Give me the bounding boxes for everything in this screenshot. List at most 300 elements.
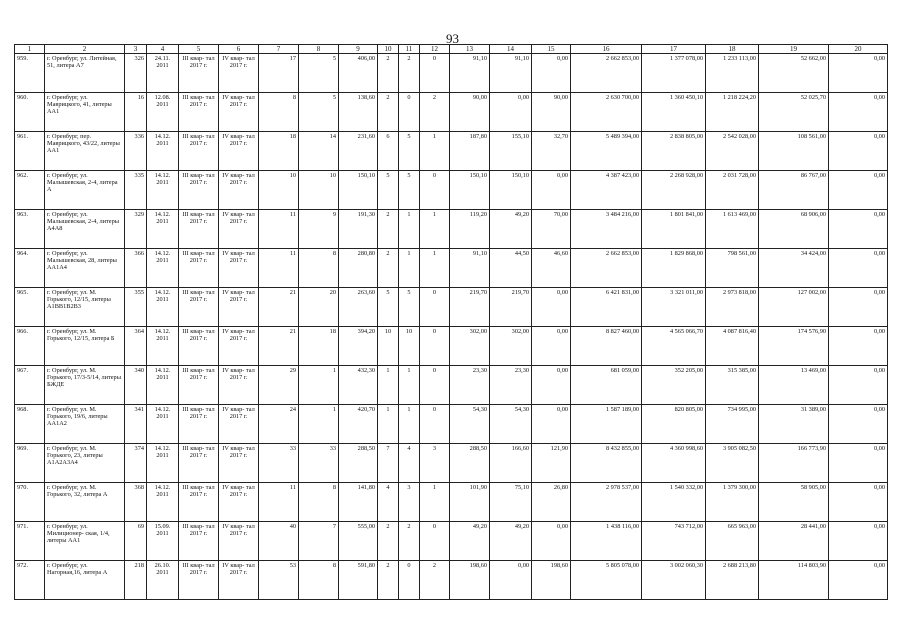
register-table (14, 44, 888, 600)
cell-address: г. Оренбург, ул. М. Горького, 12/15, литеры А1ВВ1В2В3 (45, 288, 125, 327)
cell-col-17: 1 801 841,00 (642, 210, 706, 249)
cell-col-19: 28 441,00 (759, 522, 829, 561)
cell-total-cost: 8 432 855,00 (571, 444, 642, 483)
cell-quarter-end: IV квар- тал 2017 г. (219, 54, 259, 93)
cell-col-12: 1 (420, 483, 450, 522)
table-row (15, 210, 888, 249)
cell-quarter-end: IV квар- тал 2017 г. (219, 405, 259, 444)
cell-col-17: 743 712,00 (642, 522, 706, 561)
cell-quarter-end: IV квар- тал 2017 г. (219, 132, 259, 171)
table-row (15, 327, 888, 366)
cell-date: 12.08. 2011 (147, 93, 179, 132)
cell-col-19: 127 002,00 (759, 288, 829, 327)
cell-col-20: 0,00 (829, 366, 888, 405)
cell-total-cost: 3 484 216,00 (571, 210, 642, 249)
cell-date: 14.12. 2011 (147, 327, 179, 366)
cell-total-cost: 5 489 394,00 (571, 132, 642, 171)
cell-col-18: 665 963,00 (706, 522, 759, 561)
cell-col-14: 155,10 (490, 132, 532, 171)
cell-col-14: 302,00 (490, 327, 532, 366)
cell-col-15: 0,00 (532, 288, 571, 327)
cell-row-number: 972. (15, 561, 45, 600)
cell-col-15: 0,00 (532, 327, 571, 366)
cell-col-20: 0,00 (829, 483, 888, 522)
table-row (15, 249, 888, 288)
cell-col-20: 0,00 (829, 522, 888, 561)
cell-col-12: 1 (420, 132, 450, 171)
column-number-cell: 13 (450, 45, 490, 54)
cell-registration-number: 336 (125, 132, 147, 171)
cell-col-7: 10 (259, 171, 299, 210)
cell-address: г. Оренбург, ул. Малышевская, 2-4, литеры А4А8 (45, 210, 125, 249)
cell-col-15: 70,00 (532, 210, 571, 249)
cell-col-12: 2 (420, 561, 450, 600)
cell-col-8: 5 (299, 93, 339, 132)
cell-col-10: 5 (378, 288, 399, 327)
cell-total-cost: 6 421 831,00 (571, 288, 642, 327)
cell-date: 14.12. 2011 (147, 366, 179, 405)
cell-row-number: 966. (15, 327, 45, 366)
cell-registration-number: 374 (125, 444, 147, 483)
column-number-cell: 9 (339, 45, 378, 54)
cell-quarter-start: III квар- тал 2017 г. (179, 366, 219, 405)
cell-total-cost: 2 662 853,00 (571, 54, 642, 93)
cell-col-19: 68 906,00 (759, 210, 829, 249)
cell-row-number: 970. (15, 483, 45, 522)
cell-col-8: 8 (299, 483, 339, 522)
cell-address: г. Оренбург, ул. Малышевская, 28, литеры АА1А4 (45, 249, 125, 288)
cell-col-15: 0,00 (532, 171, 571, 210)
cell-total-cost: 2 662 853,00 (571, 249, 642, 288)
cell-area: 555,00 (339, 522, 378, 561)
cell-col-15: 32,70 (532, 132, 571, 171)
cell-col-14: 54,30 (490, 405, 532, 444)
cell-col-8: 5 (299, 54, 339, 93)
cell-col-15: 0,00 (532, 522, 571, 561)
cell-col-19: 86 767,00 (759, 171, 829, 210)
cell-col-18: 1 379 300,00 (706, 483, 759, 522)
cell-area: 420,70 (339, 405, 378, 444)
column-number-cell: 20 (829, 45, 888, 54)
cell-total-cost: 2 630 700,00 (571, 93, 642, 132)
cell-col-10: 2 (378, 93, 399, 132)
cell-col-13: 219,70 (450, 288, 490, 327)
table-row (15, 522, 888, 561)
cell-col-18: 3 905 082,50 (706, 444, 759, 483)
cell-col-18: 1 613 469,00 (706, 210, 759, 249)
table-row (15, 561, 888, 600)
cell-address: г. Оренбург, ул. Милиционер- ская, 1/4, литеры АА1 (45, 522, 125, 561)
cell-col-7: 24 (259, 405, 299, 444)
cell-area: 263,60 (339, 288, 378, 327)
cell-col-14: 75,10 (490, 483, 532, 522)
cell-col-17: 2 268 928,00 (642, 171, 706, 210)
cell-col-19: 58 905,00 (759, 483, 829, 522)
cell-registration-number: 335 (125, 171, 147, 210)
cell-registration-number: 16 (125, 93, 147, 132)
column-number-cell: 8 (299, 45, 339, 54)
cell-col-8: 8 (299, 561, 339, 600)
cell-col-11: 1 (399, 405, 420, 444)
cell-col-13: 49,20 (450, 522, 490, 561)
cell-col-18: 734 995,00 (706, 405, 759, 444)
cell-col-18: 2 542 028,00 (706, 132, 759, 171)
table-row (15, 171, 888, 210)
cell-col-14: 0,00 (490, 561, 532, 600)
table-row (15, 483, 888, 522)
cell-col-11: 3 (399, 483, 420, 522)
cell-col-17: 3 321 011,00 (642, 288, 706, 327)
cell-date: 15.09. 2011 (147, 522, 179, 561)
cell-col-12: 1 (420, 249, 450, 288)
column-number-cell: 3 (125, 45, 147, 54)
cell-col-15: 26,80 (532, 483, 571, 522)
cell-col-10: 2 (378, 249, 399, 288)
table-row (15, 444, 888, 483)
page-number: 93 (446, 31, 459, 46)
cell-col-12: 0 (420, 405, 450, 444)
cell-col-11: 2 (399, 522, 420, 561)
cell-col-13: 91,10 (450, 54, 490, 93)
cell-col-12: 1 (420, 210, 450, 249)
table-body (15, 45, 888, 600)
column-number-cell: 10 (378, 45, 399, 54)
cell-col-7: 29 (259, 366, 299, 405)
cell-col-8: 8 (299, 249, 339, 288)
cell-col-13: 101,90 (450, 483, 490, 522)
cell-col-7: 21 (259, 327, 299, 366)
table-row (15, 54, 888, 93)
cell-col-11: 1 (399, 366, 420, 405)
cell-date: 14.12. 2011 (147, 288, 179, 327)
cell-col-7: 11 (259, 210, 299, 249)
cell-col-17: 1 540 332,00 (642, 483, 706, 522)
cell-area: 138,60 (339, 93, 378, 132)
cell-col-14: 0,00 (490, 93, 532, 132)
column-number-cell: 19 (759, 45, 829, 54)
cell-row-number: 967. (15, 366, 45, 405)
cell-col-11: 10 (399, 327, 420, 366)
cell-quarter-end: IV квар- тал 2017 г. (219, 522, 259, 561)
cell-address: г. Оренбург, ул. Маврицкого, 41, литеры АА1 (45, 93, 125, 132)
cell-col-7: 53 (259, 561, 299, 600)
cell-registration-number: 218 (125, 561, 147, 600)
cell-col-17: 1 377 078,00 (642, 54, 706, 93)
cell-col-7: 8 (259, 93, 299, 132)
cell-quarter-end: IV квар- тал 2017 г. (219, 366, 259, 405)
cell-quarter-end: IV квар- тал 2017 г. (219, 210, 259, 249)
cell-total-cost: 2 978 537,00 (571, 483, 642, 522)
cell-col-13: 288,50 (450, 444, 490, 483)
cell-col-14: 49,20 (490, 522, 532, 561)
cell-col-8: 1 (299, 405, 339, 444)
cell-quarter-end: IV квар- тал 2017 г. (219, 249, 259, 288)
cell-col-14: 166,60 (490, 444, 532, 483)
cell-col-10: 2 (378, 54, 399, 93)
cell-row-number: 963. (15, 210, 45, 249)
cell-col-11: 5 (399, 132, 420, 171)
cell-quarter-start: III квар- тал 2017 г. (179, 54, 219, 93)
column-number-cell: 18 (706, 45, 759, 54)
cell-col-10: 7 (378, 444, 399, 483)
cell-col-15: 198,60 (532, 561, 571, 600)
cell-quarter-start: III квар- тал 2017 г. (179, 561, 219, 600)
cell-col-13: 54,30 (450, 405, 490, 444)
cell-col-8: 33 (299, 444, 339, 483)
cell-col-13: 119,20 (450, 210, 490, 249)
cell-col-20: 0,00 (829, 132, 888, 171)
cell-col-20: 0,00 (829, 405, 888, 444)
cell-col-11: 4 (399, 444, 420, 483)
cell-date: 14.12. 2011 (147, 171, 179, 210)
cell-registration-number: 326 (125, 54, 147, 93)
cell-quarter-end: IV квар- тал 2017 г. (219, 93, 259, 132)
cell-col-20: 0,00 (829, 288, 888, 327)
table-row (15, 366, 888, 405)
cell-col-19: 52 662,00 (759, 54, 829, 93)
cell-col-14: 44,50 (490, 249, 532, 288)
cell-quarter-start: III квар- тал 2017 г. (179, 249, 219, 288)
cell-col-10: 1 (378, 405, 399, 444)
cell-quarter-start: III квар- тал 2017 г. (179, 288, 219, 327)
cell-col-13: 302,00 (450, 327, 490, 366)
table-row (15, 132, 888, 171)
cell-registration-number: 340 (125, 366, 147, 405)
cell-col-18: 2 031 728,00 (706, 171, 759, 210)
cell-date: 14.12. 2011 (147, 132, 179, 171)
cell-col-10: 2 (378, 561, 399, 600)
cell-area: 432,30 (339, 366, 378, 405)
cell-col-13: 187,80 (450, 132, 490, 171)
cell-col-19: 108 561,00 (759, 132, 829, 171)
cell-area: 288,50 (339, 444, 378, 483)
cell-quarter-start: III квар- тал 2017 г. (179, 405, 219, 444)
cell-col-12: 0 (420, 366, 450, 405)
cell-quarter-start: III квар- тал 2017 г. (179, 132, 219, 171)
cell-quarter-end: IV квар- тал 2017 г. (219, 327, 259, 366)
cell-col-8: 7 (299, 522, 339, 561)
cell-address: г. Оренбург, ул. Литейная, 51, литера А7 (45, 54, 125, 93)
cell-col-18: 798 561,00 (706, 249, 759, 288)
cell-quarter-start: III квар- тал 2017 г. (179, 483, 219, 522)
cell-col-10: 6 (378, 132, 399, 171)
cell-col-10: 2 (378, 210, 399, 249)
cell-col-13: 150,10 (450, 171, 490, 210)
cell-total-cost: 8 827 460,00 (571, 327, 642, 366)
cell-col-19: 34 424,00 (759, 249, 829, 288)
cell-quarter-start: III квар- тал 2017 г. (179, 444, 219, 483)
cell-col-8: 10 (299, 171, 339, 210)
cell-col-19: 174 576,90 (759, 327, 829, 366)
cell-col-19: 13 469,00 (759, 366, 829, 405)
cell-col-11: 5 (399, 288, 420, 327)
cell-col-17: 1 360 450,10 (642, 93, 706, 132)
cell-quarter-end: IV квар- тал 2017 г. (219, 444, 259, 483)
cell-row-number: 961. (15, 132, 45, 171)
cell-col-7: 17 (259, 54, 299, 93)
column-number-cell: 5 (179, 45, 219, 54)
cell-col-10: 5 (378, 171, 399, 210)
cell-row-number: 969. (15, 444, 45, 483)
cell-row-number: 968. (15, 405, 45, 444)
cell-col-12: 0 (420, 522, 450, 561)
cell-col-18: 2 973 818,00 (706, 288, 759, 327)
cell-col-17: 4 360 998,60 (642, 444, 706, 483)
cell-col-11: 1 (399, 210, 420, 249)
cell-quarter-start: III квар- тал 2017 г. (179, 93, 219, 132)
cell-col-20: 0,00 (829, 444, 888, 483)
cell-registration-number: 366 (125, 249, 147, 288)
cell-col-19: 166 773,90 (759, 444, 829, 483)
column-number-cell: 4 (147, 45, 179, 54)
cell-col-7: 18 (259, 132, 299, 171)
cell-total-cost: 1 587 189,00 (571, 405, 642, 444)
cell-row-number: 964. (15, 249, 45, 288)
cell-col-8: 18 (299, 327, 339, 366)
cell-col-15: 90,00 (532, 93, 571, 132)
cell-col-19: 114 803,90 (759, 561, 829, 600)
cell-col-13: 198,60 (450, 561, 490, 600)
cell-col-13: 23,30 (450, 366, 490, 405)
cell-area: 141,80 (339, 483, 378, 522)
cell-col-15: 121,90 (532, 444, 571, 483)
cell-col-11: 0 (399, 93, 420, 132)
cell-registration-number: 69 (125, 522, 147, 561)
cell-total-cost: 1 438 116,00 (571, 522, 642, 561)
cell-area: 150,10 (339, 171, 378, 210)
cell-col-8: 9 (299, 210, 339, 249)
cell-row-number: 971. (15, 522, 45, 561)
column-number-cell: 16 (571, 45, 642, 54)
cell-col-17: 4 565 066,70 (642, 327, 706, 366)
cell-row-number: 960. (15, 93, 45, 132)
cell-col-18: 315 385,00 (706, 366, 759, 405)
cell-col-18: 2 688 213,80 (706, 561, 759, 600)
cell-col-11: 5 (399, 171, 420, 210)
cell-col-8: 1 (299, 366, 339, 405)
cell-address: г. Оренбург, ул. М. Горького, 19/6, литеры АА1А2 (45, 405, 125, 444)
cell-col-7: 40 (259, 522, 299, 561)
column-number-cell: 7 (259, 45, 299, 54)
cell-col-18: 1 218 224,20 (706, 93, 759, 132)
cell-address: г. Оренбург, ул. М. Горького, 17/3-5/14, литеры БЖДЕ (45, 366, 125, 405)
cell-registration-number: 329 (125, 210, 147, 249)
cell-col-14: 23,30 (490, 366, 532, 405)
column-number-cell: 14 (490, 45, 532, 54)
cell-area: 394,20 (339, 327, 378, 366)
cell-col-15: 0,00 (532, 405, 571, 444)
cell-row-number: 962. (15, 171, 45, 210)
cell-col-15: 46,60 (532, 249, 571, 288)
table-row (15, 405, 888, 444)
cell-quarter-end: IV квар- тал 2017 г. (219, 561, 259, 600)
cell-col-14: 49,20 (490, 210, 532, 249)
cell-col-20: 0,00 (829, 561, 888, 600)
cell-area: 231,60 (339, 132, 378, 171)
cell-col-18: 1 233 113,00 (706, 54, 759, 93)
cell-area: 406,00 (339, 54, 378, 93)
cell-address: г. Оренбург, ул. М. Горького, 23, литеры А1А2А3А4 (45, 444, 125, 483)
column-number-cell: 6 (219, 45, 259, 54)
cell-row-number: 959. (15, 54, 45, 93)
cell-date: 14.12. 2011 (147, 444, 179, 483)
cell-address: г. Оренбург, ул. Малышевская, 2-4, литера А (45, 171, 125, 210)
cell-col-12: 2 (420, 93, 450, 132)
cell-quarter-start: III квар- тал 2017 г. (179, 210, 219, 249)
column-number-row (15, 45, 888, 54)
cell-quarter-start: III квар- тал 2017 г. (179, 171, 219, 210)
cell-col-17: 1 829 868,00 (642, 249, 706, 288)
cell-registration-number: 355 (125, 288, 147, 327)
cell-col-10: 4 (378, 483, 399, 522)
cell-col-8: 14 (299, 132, 339, 171)
cell-col-8: 20 (299, 288, 339, 327)
cell-col-15: 0,00 (532, 54, 571, 93)
cell-col-17: 3 002 060,30 (642, 561, 706, 600)
column-number-cell: 12 (420, 45, 450, 54)
table-row (15, 288, 888, 327)
cell-address: г. Оренбург, ул. М. Горького, 32, литера А (45, 483, 125, 522)
column-number-cell: 1 (15, 45, 45, 54)
cell-col-12: 3 (420, 444, 450, 483)
cell-col-11: 1 (399, 249, 420, 288)
cell-col-19: 52 025,70 (759, 93, 829, 132)
cell-address: г. Оренбург, ул. М. Горького, 12/15, литера Б (45, 327, 125, 366)
cell-col-10: 2 (378, 522, 399, 561)
cell-col-20: 0,00 (829, 171, 888, 210)
column-number-cell: 17 (642, 45, 706, 54)
cell-quarter-start: III квар- тал 2017 г. (179, 522, 219, 561)
cell-col-13: 91,10 (450, 249, 490, 288)
cell-date: 14.12. 2011 (147, 405, 179, 444)
cell-area: 280,80 (339, 249, 378, 288)
cell-row-number: 965. (15, 288, 45, 327)
cell-col-20: 0,00 (829, 54, 888, 93)
cell-col-11: 0 (399, 561, 420, 600)
cell-col-19: 31 389,00 (759, 405, 829, 444)
cell-area: 591,80 (339, 561, 378, 600)
cell-col-12: 0 (420, 54, 450, 93)
cell-col-15: 0,00 (532, 366, 571, 405)
cell-date: 14.12. 2011 (147, 483, 179, 522)
cell-address: г. Оренбург, ул. Нагорная,16, литера А (45, 561, 125, 600)
cell-col-10: 1 (378, 366, 399, 405)
column-number-cell: 11 (399, 45, 420, 54)
cell-col-14: 91,10 (490, 54, 532, 93)
cell-quarter-end: IV квар- тал 2017 г. (219, 288, 259, 327)
cell-col-18: 4 087 816,40 (706, 327, 759, 366)
cell-col-17: 820 805,00 (642, 405, 706, 444)
cell-col-20: 0,00 (829, 93, 888, 132)
cell-col-7: 11 (259, 483, 299, 522)
cell-quarter-end: IV квар- тал 2017 г. (219, 171, 259, 210)
cell-col-17: 352 205,00 (642, 366, 706, 405)
cell-registration-number: 368 (125, 483, 147, 522)
cell-col-20: 0,00 (829, 249, 888, 288)
cell-col-12: 0 (420, 288, 450, 327)
cell-col-20: 0,00 (829, 210, 888, 249)
column-number-cell: 2 (45, 45, 125, 54)
cell-total-cost: 4 387 423,00 (571, 171, 642, 210)
cell-col-13: 90,00 (450, 93, 490, 132)
cell-col-7: 21 (259, 288, 299, 327)
cell-area: 191,30 (339, 210, 378, 249)
column-number-cell: 15 (532, 45, 571, 54)
cell-date: 24.11. 2011 (147, 54, 179, 93)
cell-quarter-start: III квар- тал 2017 г. (179, 327, 219, 366)
table-row (15, 93, 888, 132)
cell-col-11: 2 (399, 54, 420, 93)
